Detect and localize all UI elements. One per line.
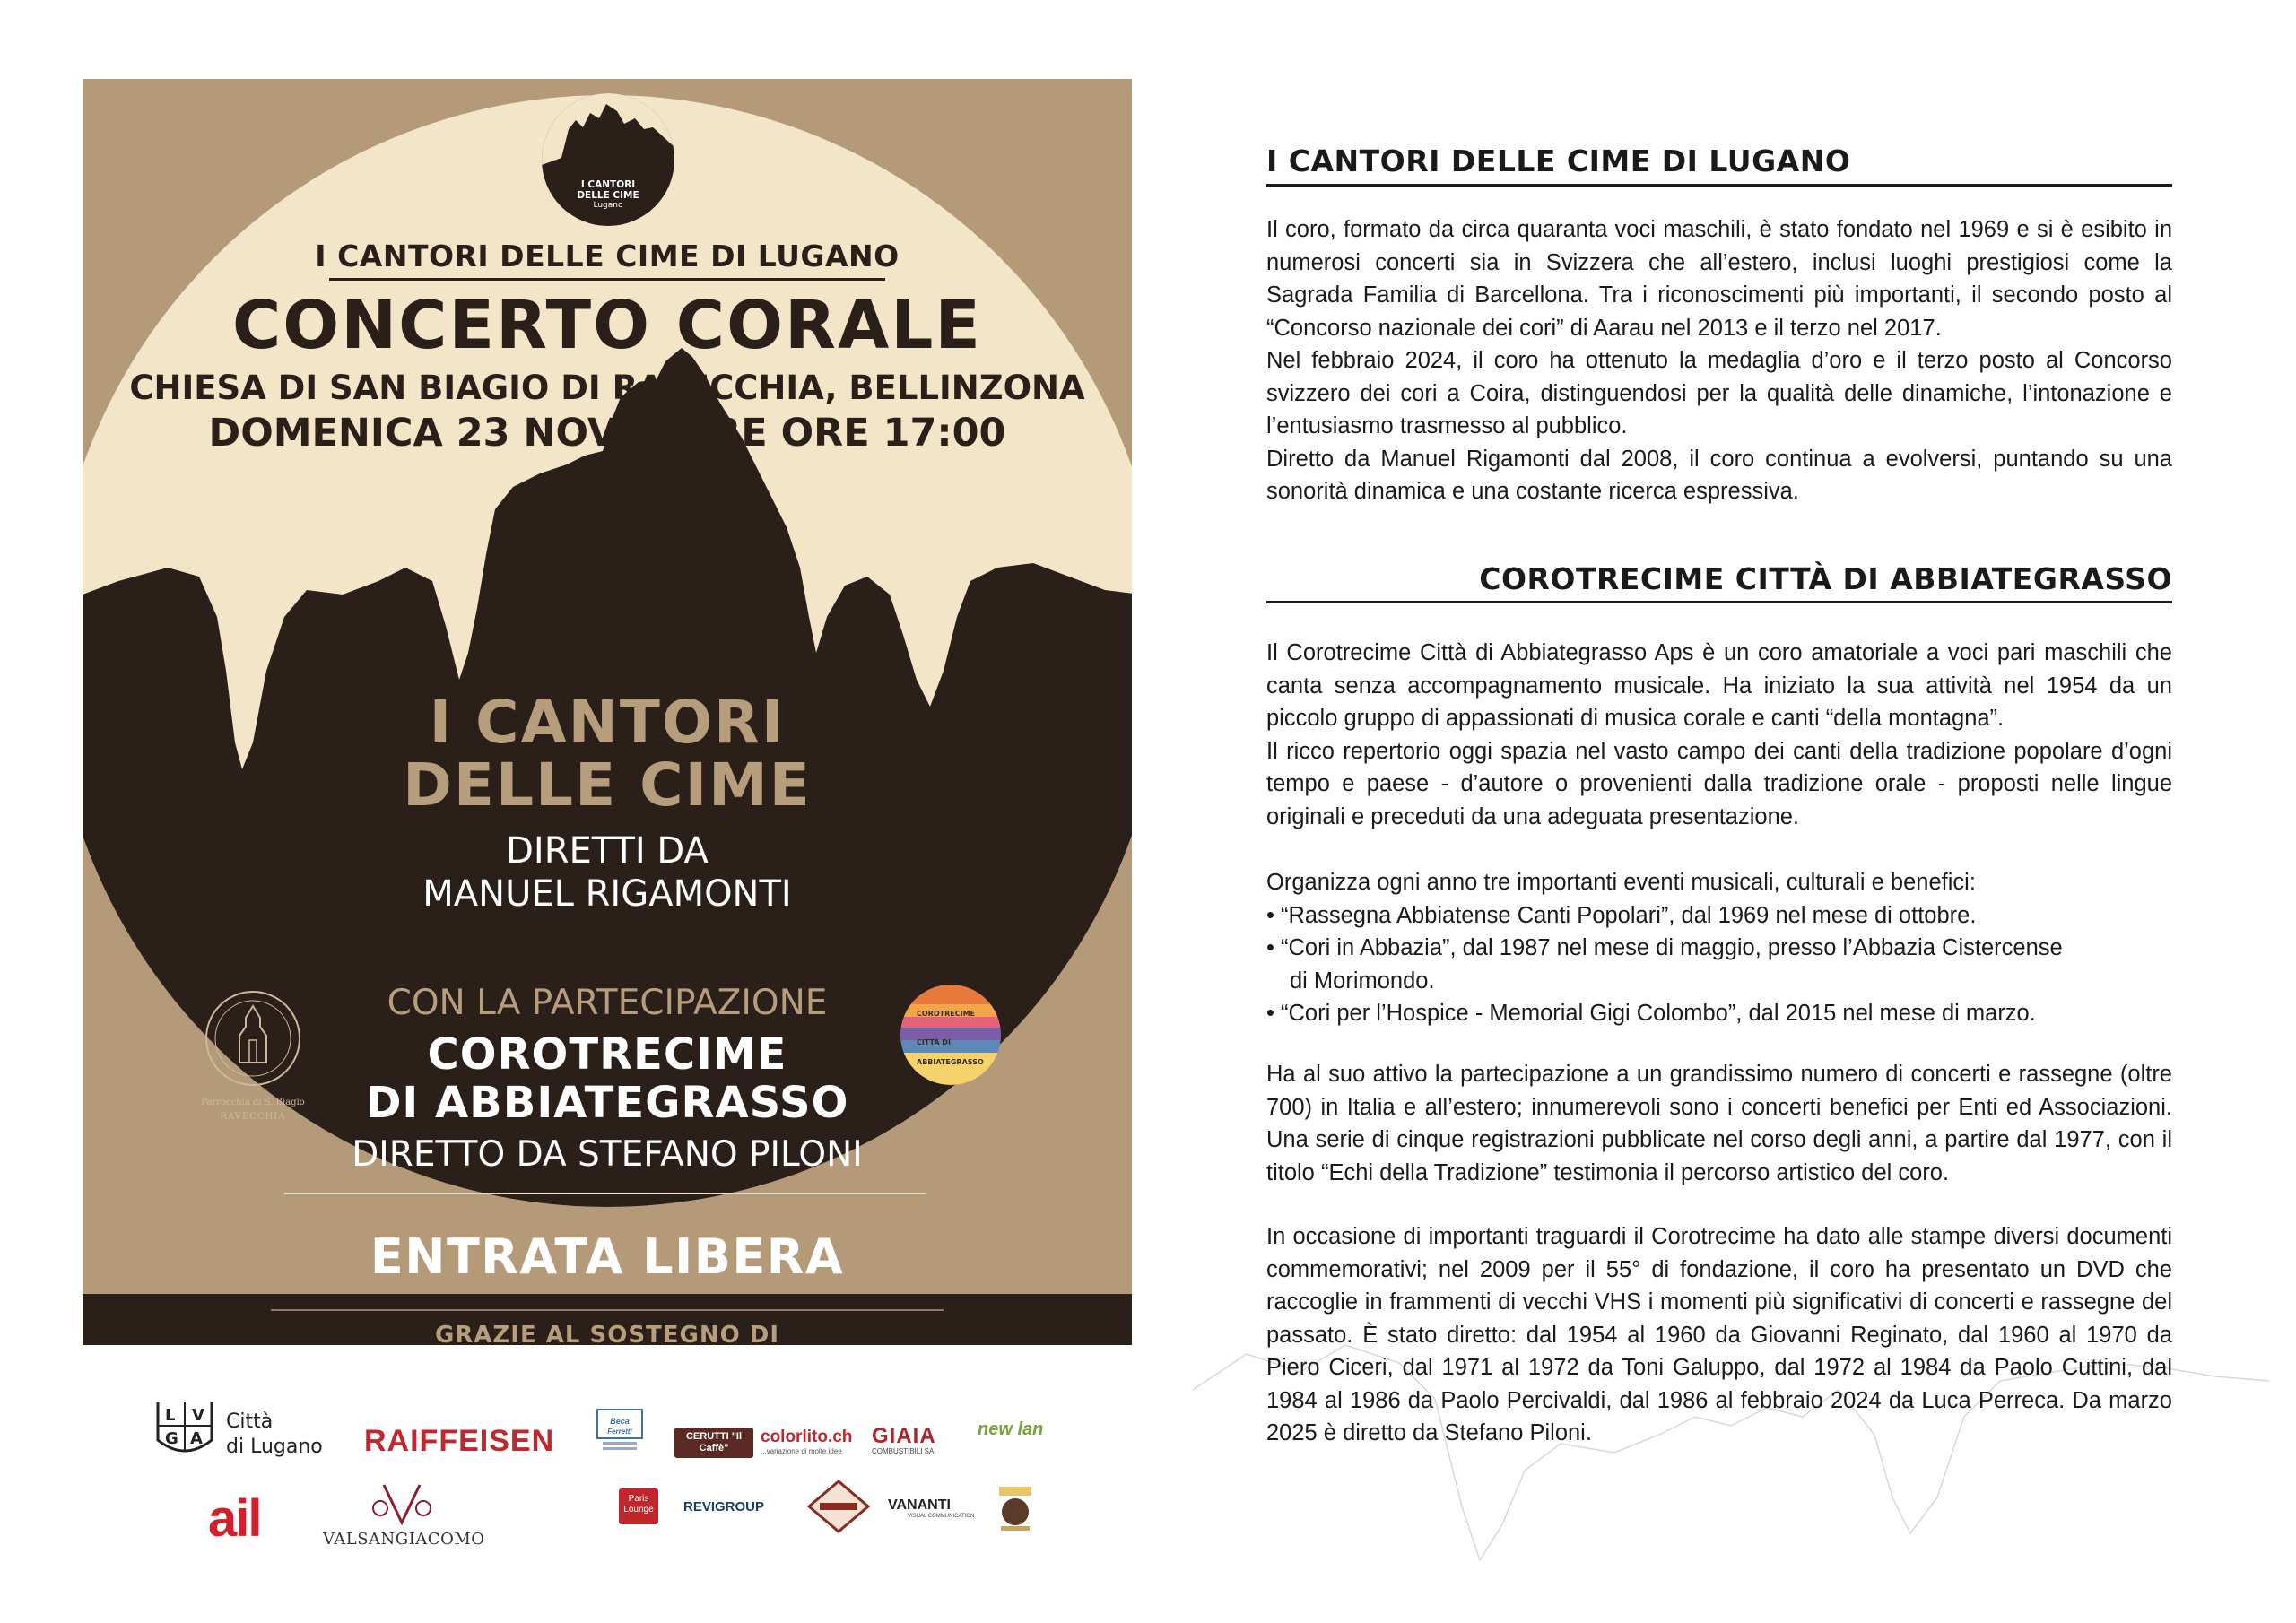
guest-director: DIRETTO DA STEFANO PILONI <box>352 1134 863 1175</box>
valsangiacomo-logo: VALSANGIACOMO <box>323 1530 485 1549</box>
participation-label: CON LA PARTECIPAZIONE <box>387 983 828 1023</box>
section1-heading: I CANTORI DELLE CIME DI LUGANO <box>1266 143 1851 178</box>
section1-body <box>1266 213 2172 508</box>
poster-venue: CHIESA DI SAN BIAGIO DI RAVECCHIA, BELLINZONA <box>129 369 1085 407</box>
svg-text:Beca: Beca <box>610 1417 630 1426</box>
vananti-tagline: VISUAL COMMUNICATION <box>908 1514 975 1519</box>
choir-name-line-2: DELLE CIME <box>403 751 812 820</box>
paris-logo: Paris Lounge <box>619 1488 658 1524</box>
guest-choir-line-1: COROTRECIME <box>427 1029 787 1080</box>
valsangiacomo-grapes-icon <box>366 1481 438 1526</box>
raiffeisen-logo: RAIFFEISEN <box>364 1424 555 1458</box>
beca-ferretti-logo <box>594 1406 646 1454</box>
poster-date: DOMENICA 23 NOVEMBRE ORE 17:00 <box>208 411 1006 456</box>
newlan-logo: new lan <box>978 1419 1044 1439</box>
lugano-letter-l: L <box>165 1406 176 1425</box>
section2-paragraph: Ha al suo attivo la partecipazione a un grandissimo numero di concerti e rassegne (oltre 700) in Italia e all’estero; innumerevoli sono i concerti benefici per Enti ed Associazioni. Una serie di cinque registrazioni pubblicate nel corso degli anni, a partire dal 1977, con il titolo “Echi della Tradizione” testimonia il percorso artistico del coro. <box>1266 1062 2172 1185</box>
section2-directors <box>1266 1220 2172 1450</box>
lugano-letter-g: G <box>165 1429 178 1448</box>
poster-divider <box>284 1193 926 1194</box>
section1-paragraph: Nel febbraio 2024, il coro ha ottenuto la medaglia d’oro e il terzo posto al Concorso svizzero dei cori a Coira, distinguendosi per la qualità delle dinamiche, l’intonazione e l’entusiasmo trasmesso al pubblico. <box>1266 348 2172 438</box>
choir-name-line-1: I CANTORI <box>429 688 786 757</box>
guest-choir-line-2: DI ABBIATEGRASSO <box>365 1078 849 1128</box>
lugano-sponsor-name <box>226 1410 323 1460</box>
coro-badge-line-1: COROTRECIME <box>917 1010 975 1018</box>
poster-title: CONCERTO CORALE <box>232 287 982 364</box>
list-item: • “Rassegna Abbiatense Canti Popolari”, dal 1969 nel mese di ottobre. <box>1266 902 1977 928</box>
section1-rule <box>1266 184 2172 187</box>
list-item: • “Cori in Abbazia”, dal 1987 nel mese di maggio, presso l’Abbazia Cistercense <box>1266 935 2063 960</box>
logo-line-1: I CANTORI <box>580 179 636 190</box>
cantori-logo-badge <box>542 93 674 226</box>
revigroup-logo: REVIGROUP <box>683 1499 765 1515</box>
coro-badge-line-2: CITTÀ DI <box>917 1038 951 1046</box>
section2-rule <box>1266 601 2172 603</box>
cerutti-logo: CERUTTI "Il Caffè" <box>674 1428 753 1458</box>
events-list <box>1266 866 2172 1030</box>
church-logo-label-2: RAVECCHIA <box>220 1112 286 1122</box>
list-item: di Morimondo. <box>1290 968 1435 994</box>
gaia-tagline: COMBUSTIBILI SA <box>872 1447 935 1455</box>
sponsors-thanks: GRAZIE AL SOSTEGNO DI <box>434 1322 780 1345</box>
lugano-line-1: Città <box>226 1410 274 1433</box>
vananti-logo: VANANTI <box>888 1497 951 1513</box>
director-label: DIRETTI DA <box>506 830 709 872</box>
section1-paragraph: Il coro, formato da circa quaranta voci maschili, è stato fondato nel 1969 e si è esibito in numerosi concerti sia in Svizzera che all’estero, inclusi luoghi prestigiosi come la Sagrada Familia di Barcellona. Tra i riconoscimenti più importanti, il secondo posto al “Concorso nazionale dei cori” di Aarau nel 2013 e il terzo nel 2017. <box>1266 217 2172 341</box>
free-entry-label: ENTRATA LIBERA <box>370 1228 845 1285</box>
section2-paragraph: Il Corotrecime Città di Abbiategrasso Aps è un coro amatoriale a voci pari maschili che canta senza accompagnamento musicale. Ha iniziato la sua attività nel 1954 da un piccolo gruppo di appassionati di musica corale e canti “della montagna”. <box>1266 640 2172 731</box>
lugano-line-2: di Lugano <box>226 1436 323 1458</box>
section2-paragraph: In occasione di importanti traguardi il Corotrecime ha dato alle stampe diversi documenti commemorativi; nel 2009 per il 55° di fondazione, il coro ha presentato un DVD che raccoglie in frammenti di vecchi VHS i momenti più significativi di concerti e rassegne del passato. È stato diretto: dal 1954 al 1960 da Giovanni Reginato, dal 1960 al 1970 da Piero Ciceri, dal 1971 al 1972 da Toni Galuppo, dal 1972 al 1984 da Paolo Cuttini, dal 1984 al 1986 da Paolo Percivaldi, dal 1986 al febbraio 2024 da Luca Perreca. Da marzo 2025 è diretto da Stefano Piloni. <box>1266 1224 2172 1445</box>
events-intro: Organizza ogni anno tre importanti eventi musicali, culturali e benefici: <box>1266 870 1976 895</box>
coro-badge-line-3: ABBIATEGRASSO <box>917 1058 984 1066</box>
section2-intro <box>1266 637 2172 833</box>
lugano-shield-icon <box>154 1399 215 1462</box>
diamond-badge-logo <box>807 1480 870 1533</box>
svg-text:Ferretti: Ferretti <box>607 1428 632 1436</box>
colorlito-tagline: ...variazione di molte idee <box>761 1447 842 1455</box>
section1-paragraph: Diretto da Manuel Rigamonti dal 2008, il coro continua a evolversi, puntando su una sonorità dinamica e una costante ricerca espressiva. <box>1266 446 2172 504</box>
section2-history <box>1266 1058 2172 1189</box>
colorlito-logo: colorlito.ch <box>761 1428 853 1446</box>
cultural-badge-logo <box>994 1483 1037 1533</box>
section2-heading: COROTRECIME CITTÀ DI ABBIATEGRASSO <box>1479 561 2172 596</box>
concert-poster <box>83 79 1132 1345</box>
director-name: MANUEL RIGAMONTI <box>422 873 792 915</box>
church-logo-label-1: Parrocchia di S. Biagio <box>201 1098 305 1107</box>
ail-logo: ail <box>208 1489 261 1548</box>
gaia-logo: GIAIA <box>872 1424 936 1448</box>
poster-organizer: I CANTORI DELLE CIME DI LUGANO <box>315 239 900 273</box>
lugano-letter-a: A <box>190 1429 203 1448</box>
lugano-letter-v: V <box>192 1406 204 1425</box>
organizer-underline <box>329 278 885 281</box>
list-item: • “Cori per l’Hospice - Memorial Gigi Colombo”, dal 2015 nel mese di marzo. <box>1266 1001 2036 1026</box>
logo-line-2: DELLE CIME <box>577 190 639 201</box>
logo-line-3: Lugano <box>593 201 623 210</box>
poster-divider-2 <box>271 1309 944 1311</box>
section2-paragraph: Il ricco repertorio oggi spazia nel vasto campo dei canti della tradizione popolare d’ogni tempo e paese - d’autore o provenienti dalla tradizione orale - proposti nelle lingue originali e preceduti da una adeguata presentazione. <box>1266 738 2172 829</box>
